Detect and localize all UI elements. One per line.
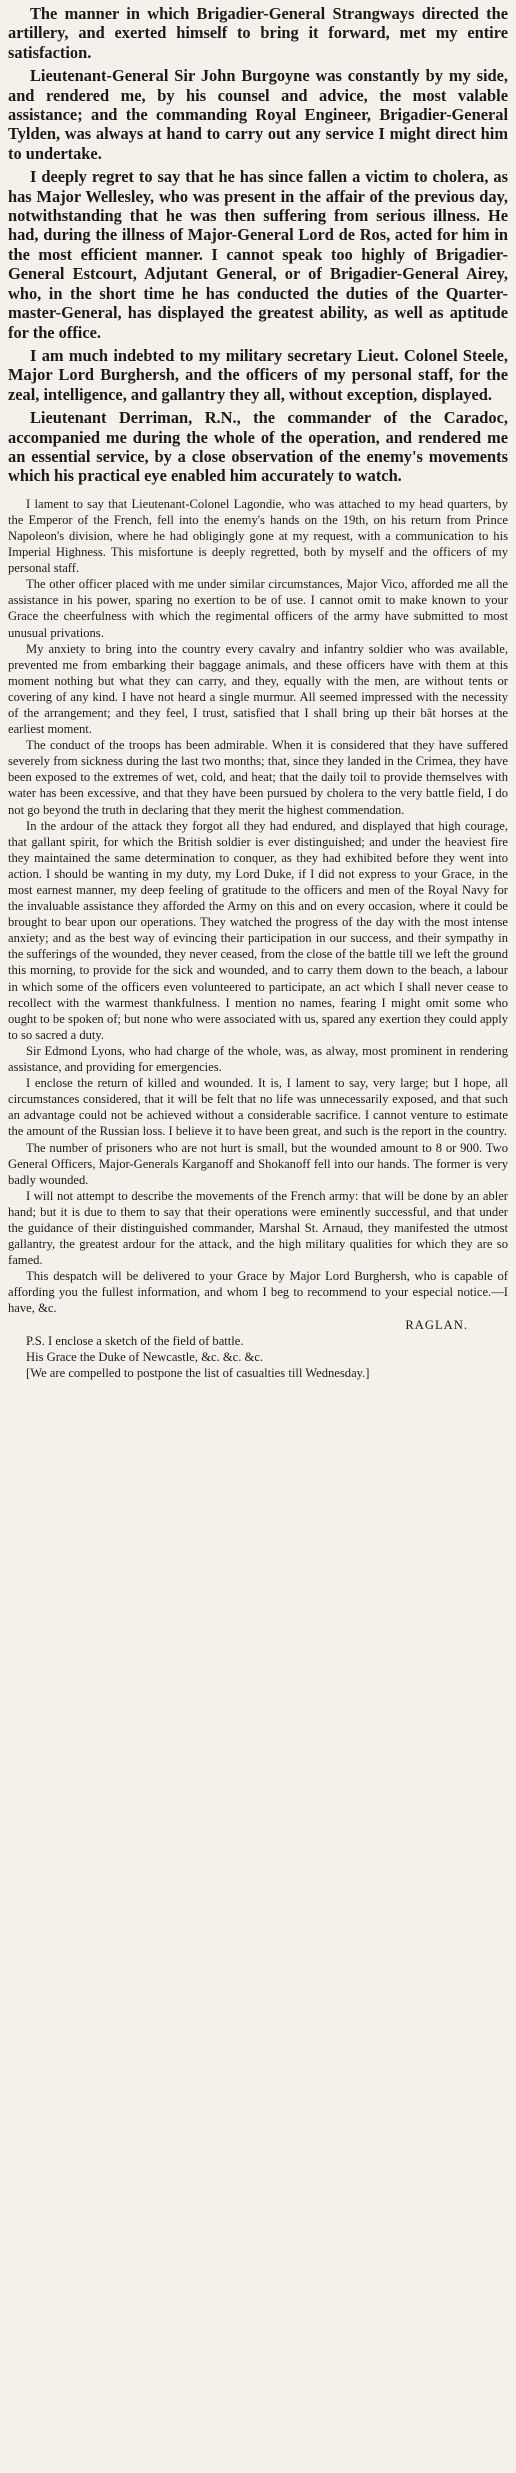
paragraph: This despatch will be delivered to your Grace by Major Lord Burghersh, who is capable of affording you the fullest information, and whom I beg to recommend to your especial notice.—I have, &c. [8, 1269, 508, 1316]
paragraph: Sir Edmond Lyons, who had charge of the whole, was, as alway, most prominent in rendering assistance, and providing for emergencies. [8, 1043, 508, 1075]
paragraph: The manner in which Brigadier-General Strangways directed the artillery, and exerted himself to bring it forward, met my entire satisfaction. [8, 4, 508, 62]
paragraph: The conduct of the troops has been admirable. When it is considered that they have suffered severely from sickness during the last two months; that, since they landed in the Crimea, they have been exposed to the extremes of wet, cold, and heat; that the daily toil to provide themselves with water has been excessive, and that they have been pursued by cholera to the very battle field, I do not go beyond the truth in declaring that they merit the highest commendation. [8, 738, 508, 817]
postscript: P.S. I enclose a sketch of the field of battle. [26, 1333, 244, 1348]
paragraph: I will not attempt to describe the movements of the French army: that will be done by an abler hand; but it is due to them to say that their operations were eminently successful, and that under the guidance of their distinguished commander, Marshal St. Arnaud, they manifested the utmost gallantry, the greatest ardour for the attack, and the high military qualities for which they are so famed. [8, 1188, 508, 1268]
paragraph: Lieutenant-General Sir John Burgoyne was constantly by my side, and rendered me, by his counsel and advice, the most valable assistance; and the commanding Royal Engineer, Brigadier-General Tylden, was always at hand to carry out any service I might direct him to undertake. [8, 66, 508, 163]
paragraph: I enclose the return of killed and wounded. It is, I lament to say, very large; but I hope, all circumstances considered, that it will be felt that no life was unnecessarily exposed, and that such an advantage could not be achieved without a considerable sacrifice. I cannot venture to estimate the amount of the Russian loss. I believe it to have been great, and such is the report in the country. [8, 1076, 508, 1139]
paragraph: The other officer placed with me under similar circumstances, Major Vico, afforded me all the assistance in his power, sparing no exertion to be of use. I cannot omit to make known to your Grace the cheerfulness with which the regimental officers of the army have submitted to most unusual privations. [8, 577, 508, 640]
paragraph: I deeply regret to say that he has since fallen a victim to cholera, as has Major Wellesley, who was present in the affair of the previous day, notwithstanding that he was then suffering from serious illness. He had, during the illness of Major-General Lord de Ros, acted for him in the most efficient manner. I cannot speak too highly of Brigadier-General Estcourt, Adjutant General, or of Brigadier-General Airey, who, in the short time he has conducted the duties of the Quarter-master-General, has displayed the greatest ability, as well as aptitude for the office. [8, 167, 508, 342]
despatch-large-text [8, 4, 508, 486]
editorial-note: [We are compelled to postpone the list of casualties till Wednesday.] [26, 1365, 370, 1380]
paragraph: My anxiety to bring into the country every cavalry and infantry soldier who was available, prevented me from embarking their baggage animals, and these officers have with them at this moment nothing but what they can carry, and they, equally with the men, are without tents or covering of any kind. I have not heard a single murmur. All seemed impressed with the necessity of the arrangement; and they feel, I trust, satisfied that I shall bring up their bât horses at the earliest moment. [8, 641, 508, 737]
paragraph: The number of prisoners who are not hurt is small, but the wounded amount to 8 or 900. Two General Officers, Major-Generals Karganoff and Shokanoff fell into our hands. The former is very badly wounded. [8, 1140, 508, 1187]
paragraph: Lieutenant Derriman, R.N., the commander of the Caradoc, accompanied me during the whole of the operation, and rendered me an essential service, by a close observation of the enemy's movements which his practical eye enabled him accurately to watch. [8, 408, 508, 486]
paragraph: I am much indebted to my military secretary Lieut. Colonel Steele, Major Lord Burghersh, and the officers of my personal staff, for the zeal, intelligence, and gallantry they all, without exception, displayed. [8, 345, 508, 404]
paragraph: I lament to say that Lieutenant-Colonel Lagondie, who was attached to my head quarters, by the Emperor of the French, fell into the enemy's hands on the 19th, on his return from Prince Napoleon's division, where he had obligingly gone at my request, with a communication to his Imperial Highness. This misfortune is deeply regretted, both by myself and the officers of my personal staff. [8, 496, 508, 576]
paragraph: In the ardour of the attack they forgot all they had endured, and displayed that high courage, that gallant spirit, for which the British soldier is ever distinguished; and under the heaviest fire they maintained the same determination to conquer, as they had exhibited before they went into action. I should be wanting in my duty, my Lord Duke, if I did not express to your Grace, in the most earnest manner, my deep feeling of gratitude to the officers and men of the Royal Navy for the invaluable assistance they afforded the Army on this and on every occasion, where it could be brought to bear upon our operations. They watched the progress of the day with the most intense anxiety; and as the best way of evincing their participation in our success, and their sympathy in the sufferings of the wounded, they never ceased, from the close of the battle till we left the ground this morning, to provide for the sick and wounded, and to carry them down to the beach, a labour in which some of the officers even volunteered to participate, an act which I shall never cease to recollect with the warmest thankfulness. I mention no names, fearing I might omit some who ought to be spoken of; but none who were associated with us, spared any exertion they could apply to so sacred a duty. [8, 818, 508, 1042]
despatch-small-text [8, 496, 508, 1381]
addressee: His Grace the Duke of Newcastle, &c. &c. &c. [26, 1349, 264, 1364]
signature: RAGLAN. [405, 1317, 468, 1332]
